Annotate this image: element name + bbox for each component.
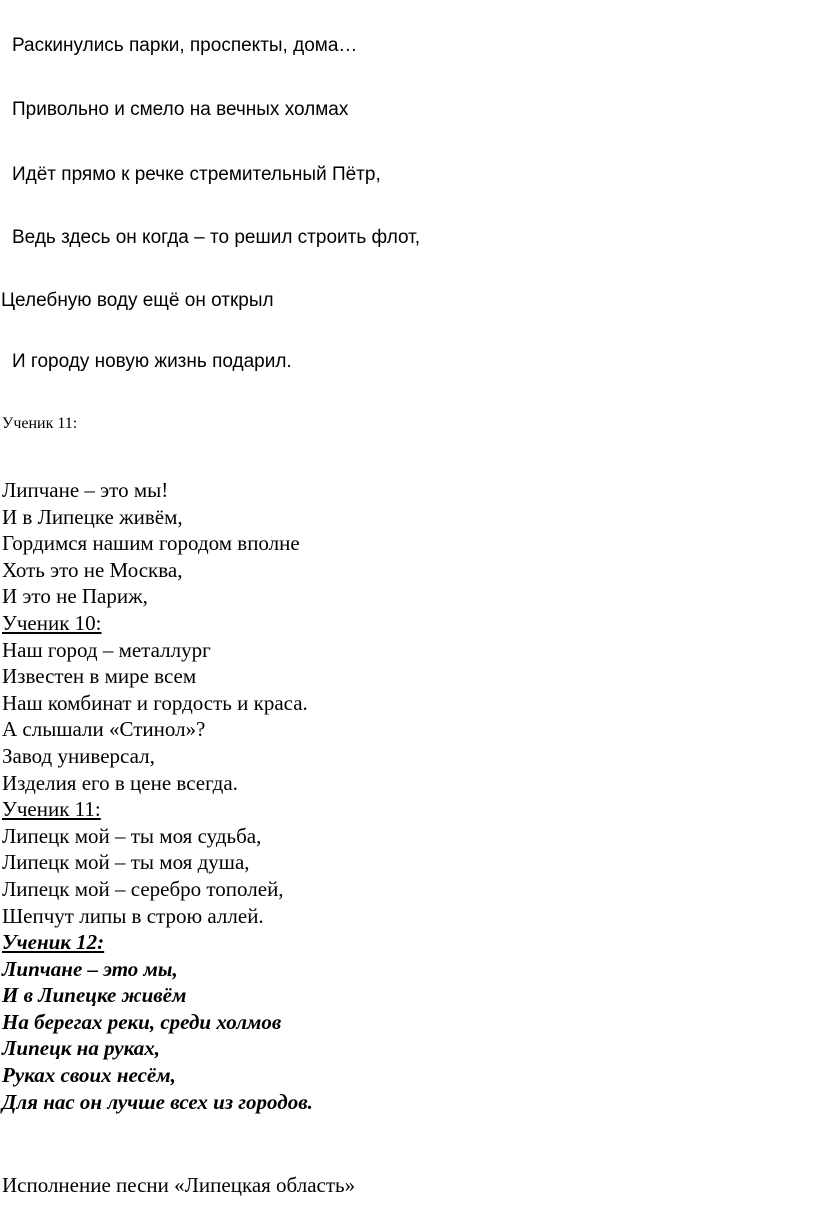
verse-2-line-6: Изделия его в цене всегда. — [2, 770, 238, 795]
verse-4-line-1: Липчане – это мы, — [2, 956, 178, 981]
verse-4-line-6: Для нас он лучше всех из городов. — [2, 1089, 313, 1114]
verse-2-line-4: А слышали «Стинол»? — [2, 717, 206, 742]
verse-2-line-3: Наш комбинат и гордость и краса. — [2, 690, 308, 715]
verse-2-line-2: Известен в мире всем — [2, 664, 197, 689]
verse-1-line-4: Хоть это не Москва, — [2, 557, 183, 582]
intro-line-2: Привольно и смело на вечных холмах — [12, 99, 349, 120]
verse-2-line-5: Завод универсал, — [2, 743, 155, 768]
intro-line-1: Раскинулись парки, проспекты, дома… — [12, 35, 358, 56]
verse-4-line-4: Липецк на руках, — [2, 1036, 160, 1061]
verse-1-line-1: Липчане – это мы! — [2, 478, 169, 502]
bold-verse — [2, 929, 313, 1115]
verse-1-line-2: И в Липецке живём, — [2, 504, 183, 529]
intro-line-6: И городу новую жизнь подарил. — [12, 351, 292, 372]
speaker-label-12: Ученик 12: — [2, 930, 105, 955]
verse-3-line-1: Липецк мой – ты моя судьба, — [2, 823, 262, 848]
speaker-label-10: Ученик 10: — [2, 610, 102, 635]
verse-4-line-3: На берегах реки, среди холмов — [2, 1009, 282, 1034]
verse-3-line-3: Липецк мой – серебро тополей, — [2, 876, 284, 901]
verse-2-line-1: Наш город – металлург — [2, 637, 211, 662]
verse-4-line-2: И в Липецке живём — [2, 983, 187, 1008]
verse-1-line-5: И это не Париж, — [2, 584, 148, 609]
intro-line-4: Ведь здесь он когда – то решил строить флот, — [12, 227, 421, 248]
intro-line-3: Идёт прямо к речке стремительный Пётр, — [12, 164, 381, 185]
verse-1-line-3: Гордимся нашим городом вполне — [2, 531, 300, 556]
verse-3-line-4: Шепчут липы в строю аллей. — [2, 903, 264, 928]
speaker-label-small: Ученик 11: — [2, 415, 78, 432]
intro-line-5: Целебную воду ещё он открыл — [1, 290, 274, 311]
poem-block — [2, 477, 313, 1115]
song-performance-line: Исполнение песни «Липецкая область» — [2, 1173, 356, 1197]
speaker-label-11: Ученик 11: — [2, 797, 101, 822]
verse-3-line-2: Липецк мой – ты моя душа, — [2, 850, 250, 875]
verse-4-line-5: Руках своих несём, — [2, 1063, 176, 1088]
